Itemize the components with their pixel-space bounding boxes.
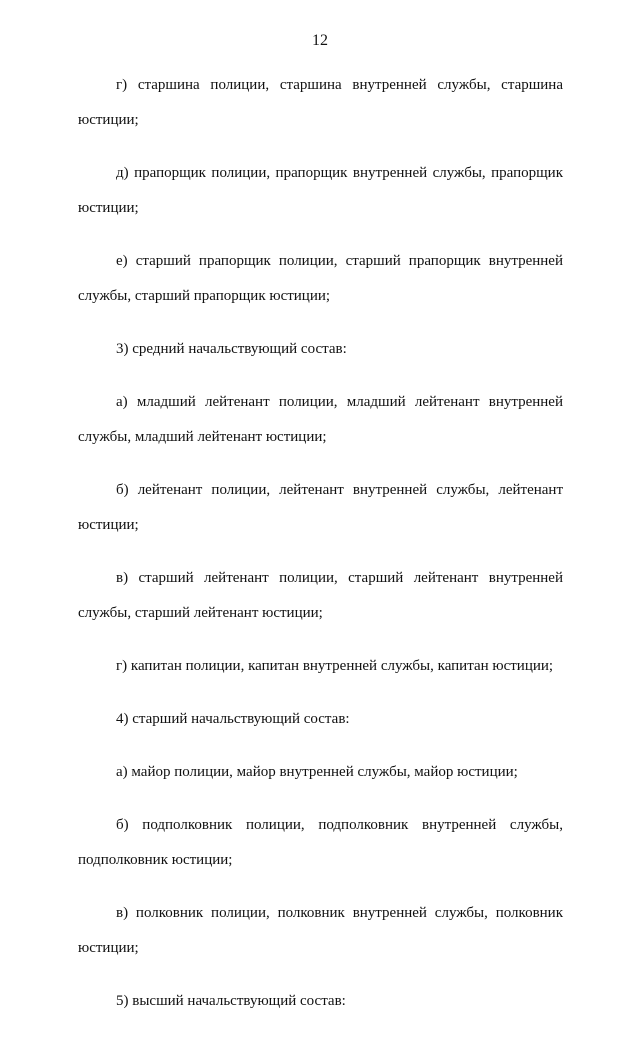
paragraph: б) подполковник полиции, подполковник внутренней службы, подполковник юстиции;: [78, 817, 563, 868]
section-heading: 5) высший начальствующий состав:: [116, 993, 346, 1009]
section-heading: 3) средний начальствующий состав:: [116, 341, 347, 357]
paragraph: е) старший прапорщик полиции, старший прапорщик внутренней службы, старший прапорщик юстиции;: [78, 253, 563, 304]
paragraph: б) лейтенант полиции, лейтенант внутренней службы, лейтенант юстиции;: [78, 482, 563, 533]
section-heading: 4) старший начальствующий состав:: [116, 711, 350, 727]
paragraph: в) полковник полиции, полковник внутренней службы, полковник юстиции;: [78, 905, 563, 956]
paragraph: д) прапорщик полиции, прапорщик внутренней службы, прапорщик юстиции;: [78, 165, 563, 216]
paragraph: в) старший лейтенант полиции, старший лейтенант внутренней службы, старший лейтенант юстиции;: [78, 570, 563, 621]
page-number: 12: [312, 32, 328, 49]
paragraph: а) младший лейтенант полиции, младший лейтенант внутренней службы, младший лейтенант юстиции;: [78, 394, 563, 445]
paragraph: а) майор полиции, майор внутренней службы, майор юстиции;: [116, 764, 518, 780]
paragraph: г) капитан полиции, капитан внутренней службы, капитан юстиции;: [116, 658, 554, 674]
document-body: [78, 68, 563, 1037]
paragraph: г) старшина полиции, старшина внутренней службы, старшина юстиции;: [78, 77, 563, 128]
